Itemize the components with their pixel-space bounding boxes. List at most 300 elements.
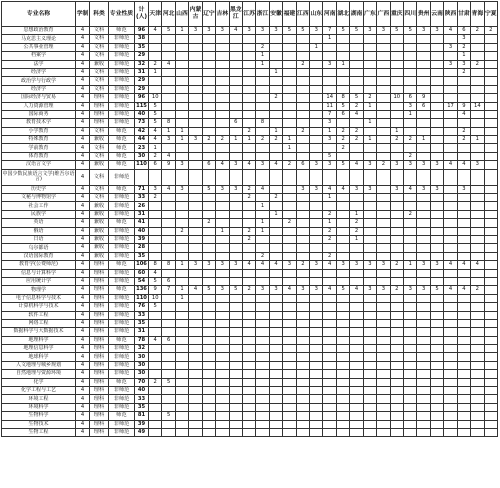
region-count-cell: [310, 169, 323, 185]
region-count-cell: 7: [323, 27, 336, 35]
region-count-cell: 2: [471, 60, 484, 68]
duration-cell: 4: [76, 387, 90, 395]
region-count-cell: [377, 102, 390, 110]
region-count-cell: 3: [323, 136, 336, 144]
region-count-cell: [269, 387, 282, 395]
region-count-cell: 1: [175, 294, 188, 302]
region-count-cell: 5: [162, 378, 175, 386]
region-count-cell: [202, 43, 215, 51]
region-count-cell: 4: [256, 185, 269, 193]
region-count-cell: [310, 119, 323, 127]
region-count-cell: [269, 252, 282, 260]
region-count-cell: [202, 303, 215, 311]
region-count-cell: [162, 361, 175, 369]
region-count-cell: [242, 219, 255, 227]
region-count-cell: [310, 387, 323, 395]
region-count-cell: [189, 169, 202, 185]
region-count-cell: [457, 319, 470, 327]
region-count-cell: [417, 127, 430, 135]
region-count-cell: [484, 152, 497, 160]
region-count-cell: [417, 43, 430, 51]
region-count-cell: [216, 428, 229, 436]
region-count-cell: [269, 119, 282, 127]
region-count-cell: [457, 227, 470, 235]
nature-cell: 非师范: [109, 252, 135, 260]
region-count-cell: [256, 194, 269, 202]
region-count-cell: [202, 152, 215, 160]
region-count-cell: [216, 319, 229, 327]
region-count-cell: [430, 311, 443, 319]
region-count-cell: [390, 102, 403, 110]
region-count-cell: [175, 110, 188, 118]
region-count-cell: [417, 35, 430, 43]
region-count-cell: [242, 244, 255, 252]
region-count-cell: [444, 336, 457, 344]
table-row: [2, 152, 498, 160]
region-count-cell: 4: [350, 161, 363, 169]
region-count-cell: 1: [350, 235, 363, 243]
region-count-cell: [296, 169, 309, 185]
region-count-cell: [444, 68, 457, 76]
major-name-cell: 社会工作: [2, 202, 76, 210]
region-count-cell: 1: [175, 27, 188, 35]
region-count-cell: [149, 420, 162, 428]
region-count-cell: [216, 60, 229, 68]
region-count-cell: [296, 136, 309, 144]
region-count-cell: [471, 85, 484, 93]
region-count-cell: 5: [283, 27, 296, 35]
region-count-cell: 4: [457, 110, 470, 118]
major-name-cell: 地理信息科学: [2, 345, 76, 353]
region-count-cell: [363, 319, 376, 327]
region-count-cell: [430, 119, 443, 127]
region-count-cell: [350, 60, 363, 68]
region-count-cell: [390, 395, 403, 403]
region-count-cell: [377, 235, 390, 243]
region-count-cell: [471, 202, 484, 210]
region-count-cell: 3: [175, 185, 188, 193]
region-count-cell: [377, 152, 390, 160]
region-count-cell: [336, 244, 349, 252]
region-count-cell: [390, 219, 403, 227]
total-cell: 54: [135, 277, 149, 285]
total-cell: 60: [135, 269, 149, 277]
region-count-cell: [323, 85, 336, 93]
region-count-cell: [310, 110, 323, 118]
region-count-cell: [310, 420, 323, 428]
region-count-cell: [189, 77, 202, 85]
region-count-cell: 2: [242, 227, 255, 235]
region-count-cell: 3: [404, 286, 417, 294]
region-count-cell: [350, 303, 363, 311]
region-count-cell: [350, 244, 363, 252]
region-count-cell: [377, 294, 390, 302]
region-count-cell: [202, 420, 215, 428]
region-count-cell: [296, 328, 309, 336]
region-count-cell: [189, 152, 202, 160]
region-count-cell: [350, 378, 363, 386]
region-count-cell: [350, 328, 363, 336]
major-name-cell: 地球科学: [2, 353, 76, 361]
region-count-cell: 2: [202, 136, 215, 144]
region-count-cell: 2: [202, 219, 215, 227]
region-count-cell: [175, 85, 188, 93]
region-count-cell: [175, 353, 188, 361]
region-count-cell: [216, 361, 229, 369]
region-count-cell: [417, 319, 430, 327]
region-count-cell: [350, 420, 363, 428]
region-count-cell: [149, 311, 162, 319]
region-count-cell: [242, 35, 255, 43]
region-count-cell: [444, 169, 457, 185]
region-count-cell: [404, 144, 417, 152]
region-count-cell: [336, 77, 349, 85]
region-count-cell: [229, 52, 242, 60]
region-count-cell: [323, 420, 336, 428]
nature-cell: 师范: [109, 136, 135, 144]
region-count-cell: [377, 328, 390, 336]
region-count-cell: 2: [484, 27, 497, 35]
region-count-cell: [296, 319, 309, 327]
category-cell: 理科: [90, 403, 109, 411]
region-count-cell: [256, 395, 269, 403]
region-count-cell: [189, 219, 202, 227]
major-name-cell: 地理科学: [2, 336, 76, 344]
region-count-cell: [484, 244, 497, 252]
region-count-cell: 1: [269, 210, 282, 218]
major-name-cell: 物理学: [2, 286, 76, 294]
region-count-cell: [269, 235, 282, 243]
table-body: [2, 27, 498, 437]
total-cell: 31: [135, 210, 149, 218]
duration-cell: 4: [76, 43, 90, 51]
region-count-cell: 1: [216, 227, 229, 235]
region-count-cell: [363, 60, 376, 68]
region-count-cell: [471, 94, 484, 102]
region-count-cell: [444, 227, 457, 235]
region-count-cell: [444, 403, 457, 411]
region-count-cell: [242, 328, 255, 336]
major-name-cell: 体育教育: [2, 152, 76, 160]
region-count-cell: [310, 361, 323, 369]
table-row: [2, 85, 498, 93]
region-count-cell: [216, 244, 229, 252]
region-count-cell: [350, 77, 363, 85]
region-count-cell: 4: [242, 161, 255, 169]
region-count-cell: [430, 395, 443, 403]
region-count-cell: [310, 102, 323, 110]
region-count-cell: [363, 420, 376, 428]
region-count-cell: [296, 102, 309, 110]
region-count-cell: [283, 370, 296, 378]
region-count-cell: 9: [149, 286, 162, 294]
region-count-cell: 4: [242, 261, 255, 269]
total-cell: 38: [135, 35, 149, 43]
region-count-cell: [256, 152, 269, 160]
region-count-cell: [296, 52, 309, 60]
region-count-cell: [256, 378, 269, 386]
region-count-cell: [269, 144, 282, 152]
region-count-cell: [269, 244, 282, 252]
region-count-cell: [229, 169, 242, 185]
region-count-cell: [216, 403, 229, 411]
category-cell: 理科: [90, 119, 109, 127]
region-count-cell: 5: [390, 27, 403, 35]
region-count-cell: [444, 420, 457, 428]
region-count-cell: [189, 227, 202, 235]
region-count-cell: 1: [363, 136, 376, 144]
region-count-cell: [229, 420, 242, 428]
region-count-cell: [202, 202, 215, 210]
region-count-cell: [216, 303, 229, 311]
region-count-cell: [269, 227, 282, 235]
region-count-cell: [404, 319, 417, 327]
region-count-cell: 2: [256, 136, 269, 144]
region-count-cell: [189, 319, 202, 327]
region-count-cell: [350, 269, 363, 277]
region-count-cell: [189, 345, 202, 353]
table-row: [2, 336, 498, 344]
region-count-cell: [175, 219, 188, 227]
region-count-cell: [417, 303, 430, 311]
region-count-cell: [202, 68, 215, 76]
region-count-cell: [417, 378, 430, 386]
region-count-cell: [310, 395, 323, 403]
region-count-cell: [162, 194, 175, 202]
region-count-cell: [471, 353, 484, 361]
region-count-cell: [189, 328, 202, 336]
region-count-cell: [283, 102, 296, 110]
header-row: [2, 2, 498, 27]
region-count-cell: [269, 403, 282, 411]
region-count-cell: [283, 35, 296, 43]
region-count-cell: [323, 387, 336, 395]
region-count-cell: [310, 60, 323, 68]
region-count-cell: 1: [175, 136, 188, 144]
region-count-cell: [216, 127, 229, 135]
region-count-cell: [377, 361, 390, 369]
region-count-cell: 4: [350, 110, 363, 118]
region-count-cell: [202, 361, 215, 369]
region-count-cell: [430, 328, 443, 336]
region-count-cell: [229, 345, 242, 353]
region-count-cell: 10: [390, 94, 403, 102]
region-count-cell: [457, 403, 470, 411]
region-count-cell: 1: [323, 35, 336, 43]
header-region: 浙江: [256, 2, 269, 27]
region-count-cell: [310, 403, 323, 411]
category-cell: 理科: [90, 261, 109, 269]
region-count-cell: [310, 294, 323, 302]
region-count-cell: [430, 60, 443, 68]
region-count-cell: [229, 35, 242, 43]
major-name-cell: 国际经济与贸易: [2, 94, 76, 102]
region-count-cell: [390, 252, 403, 260]
region-count-cell: [229, 235, 242, 243]
category-cell: 理科: [90, 370, 109, 378]
region-count-cell: 2: [350, 127, 363, 135]
region-count-cell: [471, 252, 484, 260]
region-count-cell: [269, 35, 282, 43]
region-count-cell: [189, 102, 202, 110]
region-count-cell: 3: [310, 286, 323, 294]
region-count-cell: 5: [350, 27, 363, 35]
major-name-cell: 政治学与行政学: [2, 77, 76, 85]
region-count-cell: [430, 378, 443, 386]
region-count-cell: 2: [242, 235, 255, 243]
region-count-cell: [484, 194, 497, 202]
region-count-cell: [149, 412, 162, 420]
region-count-cell: [417, 428, 430, 436]
region-count-cell: [323, 345, 336, 353]
region-count-cell: 3: [216, 286, 229, 294]
region-count-cell: [216, 219, 229, 227]
enrollment-table: [1, 1, 498, 437]
nature-cell: 非师范: [109, 35, 135, 43]
nature-cell: 非师范: [109, 235, 135, 243]
region-count-cell: [310, 136, 323, 144]
region-count-cell: [390, 119, 403, 127]
region-count-cell: 3: [162, 136, 175, 144]
region-count-cell: 1: [256, 202, 269, 210]
region-count-cell: [283, 303, 296, 311]
region-count-cell: 2: [350, 102, 363, 110]
header-region: 天津: [149, 2, 162, 27]
region-count-cell: 6: [296, 161, 309, 169]
region-count-cell: [377, 185, 390, 193]
region-count-cell: [310, 85, 323, 93]
region-count-cell: [404, 336, 417, 344]
region-count-cell: [175, 303, 188, 311]
region-count-cell: 1: [471, 136, 484, 144]
major-name-cell: 档案学: [2, 52, 76, 60]
total-cell: [135, 169, 149, 185]
region-count-cell: [175, 387, 188, 395]
region-count-cell: 2: [471, 286, 484, 294]
region-count-cell: [256, 77, 269, 85]
region-count-cell: [229, 370, 242, 378]
region-count-cell: [162, 345, 175, 353]
region-count-cell: 4: [323, 286, 336, 294]
region-count-cell: [175, 244, 188, 252]
region-count-cell: [269, 102, 282, 110]
region-count-cell: [444, 119, 457, 127]
region-count-cell: [336, 202, 349, 210]
region-count-cell: [430, 345, 443, 353]
category-cell: 理科: [90, 378, 109, 386]
region-count-cell: [310, 194, 323, 202]
region-count-cell: [296, 194, 309, 202]
duration-cell: 4: [76, 269, 90, 277]
region-count-cell: [296, 311, 309, 319]
region-count-cell: [350, 403, 363, 411]
region-count-cell: [269, 353, 282, 361]
region-count-cell: [404, 345, 417, 353]
region-count-cell: [484, 336, 497, 344]
region-count-cell: [363, 294, 376, 302]
total-cell: 32: [135, 345, 149, 353]
region-count-cell: [256, 235, 269, 243]
header-duration: 学制: [76, 2, 90, 27]
region-count-cell: [471, 152, 484, 160]
region-count-cell: [189, 244, 202, 252]
duration-cell: 4: [76, 353, 90, 361]
region-count-cell: [189, 60, 202, 68]
region-count-cell: [430, 110, 443, 118]
region-count-cell: 8: [256, 119, 269, 127]
region-count-cell: [444, 35, 457, 43]
region-count-cell: [216, 194, 229, 202]
region-count-cell: [162, 43, 175, 51]
category-cell: 理科: [90, 412, 109, 420]
region-count-cell: 2: [296, 60, 309, 68]
region-count-cell: [444, 428, 457, 436]
region-count-cell: [484, 395, 497, 403]
region-count-cell: [444, 387, 457, 395]
region-count-cell: [269, 152, 282, 160]
region-count-cell: [484, 428, 497, 436]
region-count-cell: [323, 412, 336, 420]
region-count-cell: 3: [229, 161, 242, 169]
duration-cell: 4: [76, 144, 90, 152]
table-row: [2, 210, 498, 218]
major-name-cell: 马克思主义理论: [2, 35, 76, 43]
region-count-cell: [202, 345, 215, 353]
region-count-cell: [242, 387, 255, 395]
region-count-cell: [390, 336, 403, 344]
region-count-cell: 2: [457, 68, 470, 76]
region-count-cell: [175, 152, 188, 160]
region-count-cell: [430, 52, 443, 60]
header-region: 山西: [175, 2, 188, 27]
region-count-cell: 3: [363, 27, 376, 35]
region-count-cell: [390, 428, 403, 436]
region-count-cell: [216, 294, 229, 302]
region-count-cell: [162, 52, 175, 60]
region-count-cell: [363, 311, 376, 319]
region-count-cell: [202, 294, 215, 302]
region-count-cell: [430, 252, 443, 260]
region-count-cell: [417, 227, 430, 235]
region-count-cell: 5: [336, 286, 349, 294]
major-name-cell: 环境工程: [2, 395, 76, 403]
duration-cell: 4: [76, 77, 90, 85]
region-count-cell: [444, 194, 457, 202]
region-count-cell: 3: [404, 102, 417, 110]
region-count-cell: 1: [457, 52, 470, 60]
total-cell: 70: [135, 378, 149, 386]
region-count-cell: [363, 35, 376, 43]
region-count-cell: [283, 85, 296, 93]
region-count-cell: 3: [417, 261, 430, 269]
region-count-cell: [189, 395, 202, 403]
region-count-cell: [310, 219, 323, 227]
region-count-cell: [457, 202, 470, 210]
region-count-cell: [377, 244, 390, 252]
region-count-cell: [162, 227, 175, 235]
region-count-cell: 4: [336, 185, 349, 193]
region-count-cell: [296, 420, 309, 428]
region-count-cell: [457, 378, 470, 386]
table-row: [2, 77, 498, 85]
category-cell: 文科: [90, 43, 109, 51]
region-count-cell: [430, 127, 443, 135]
region-count-cell: [310, 252, 323, 260]
region-count-cell: [404, 202, 417, 210]
category-cell: 理科: [90, 420, 109, 428]
region-count-cell: [242, 361, 255, 369]
region-count-cell: 3: [323, 161, 336, 169]
